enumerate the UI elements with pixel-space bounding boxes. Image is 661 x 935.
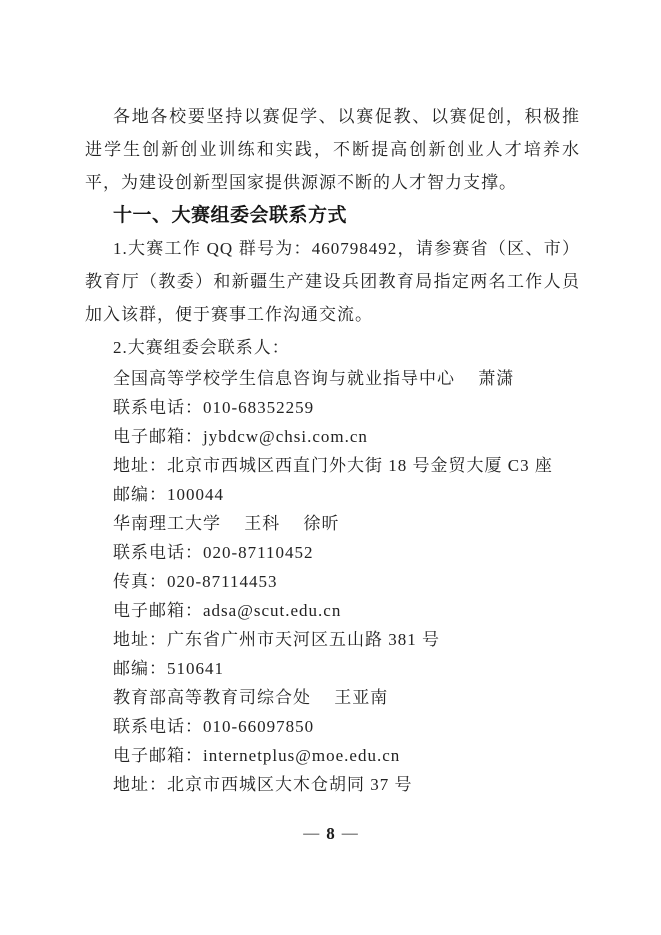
contact-line-phone-2: 联系电话：020-87110452 — [113, 543, 314, 562]
qq-group-paragraph: 1.大赛工作 QQ 群号为：460798492，请参赛省（区、市）教育厅（教委）和新疆生产建设兵团教育局指定两名工作人员加入该群，便于赛事工作沟通交流。 — [85, 239, 580, 324]
contact-line-phone-1: 联系电话：010-68352259 — [113, 398, 315, 417]
contact-list — [85, 364, 580, 799]
intro-paragraph: 各地各校要坚持以赛促学、以赛促教、以赛促创，积极推进学生创新创业训练和实践，不断提高创新创业人才培养水平，为建设创新型国家提供源源不断的人才智力支撑。 — [85, 107, 580, 192]
contact-line-address-1: 地址：北京市西城区西直门外大街 18 号金贸大厦 C3 座 — [113, 456, 553, 475]
page-number: 8 — [326, 824, 335, 843]
footer-dash-left: — — [303, 825, 320, 842]
page-footer — [0, 824, 661, 844]
contact-line-email-3: 电子邮箱：internetplus@moe.edu.cn — [113, 746, 401, 765]
contact-line-postcode-2: 邮编：510641 — [113, 659, 224, 678]
section-heading: 十一、大赛组委会联系方式 — [113, 205, 348, 226]
contact-line-org-3: 教育部高等教育司综合处 王亚南 — [113, 688, 389, 707]
contact-line-postcode-1: 邮编：100044 — [113, 485, 224, 504]
contact-line-email-1: 电子邮箱：jybdcw@chsi.com.cn — [113, 427, 368, 446]
contact-line-address-3: 地址：北京市西城区大木仓胡同 37 号 — [113, 775, 413, 794]
contact-line-org-1: 全国高等学校学生信息咨询与就业指导中心 萧潇 — [113, 369, 515, 388]
contact-line-org-2: 华南理工大学 王科 徐昕 — [113, 514, 340, 533]
contact-line-address-2: 地址：广东省广州市天河区五山路 381 号 — [113, 630, 440, 649]
contact-line-phone-3: 联系电话：010-66097850 — [113, 717, 315, 736]
contact-line-fax-2: 传真：020-87114453 — [113, 572, 278, 591]
contact-line-email-2: 电子邮箱：adsa@scut.edu.cn — [113, 601, 342, 620]
contacts-label: 2.大赛组委会联系人： — [113, 338, 290, 357]
footer-dash-right: — — [341, 825, 358, 842]
